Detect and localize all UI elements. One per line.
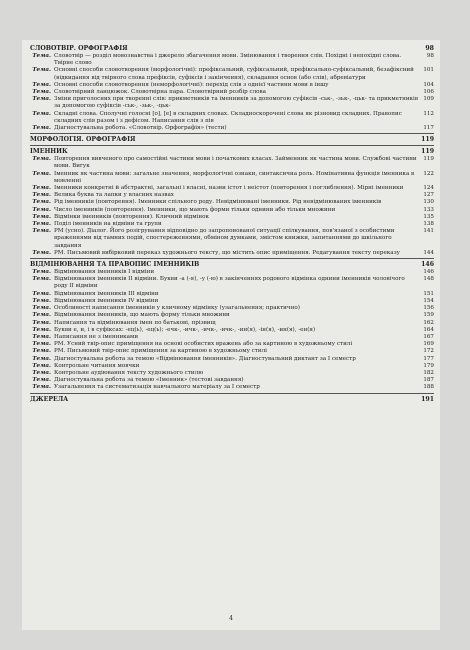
- toc-entry[interactable]: [30, 291, 434, 298]
- table-of-contents: [30, 44, 434, 404]
- entry-label: Тема.: [32, 110, 51, 117]
- entry-page: 112: [423, 110, 434, 117]
- entry-page: 144: [423, 249, 434, 256]
- entry-title: Діагностувальна робота. «Словотвір. Орфографія» (тести): [54, 125, 227, 132]
- entry-title: РМ. Письмовий вибірковий переказ художнього тексту, що містить опис приміщення. Редагування тексту переказу: [54, 249, 400, 256]
- entry-title: Поділ іменників на відміни та групи: [54, 221, 162, 228]
- entry-label: Тема.: [32, 221, 51, 228]
- entry-title: Контрольне аудіювання тексту художнього стилю: [54, 369, 204, 376]
- toc-entry[interactable]: [30, 377, 434, 384]
- section-divider: [30, 145, 434, 146]
- entry-label: Тема.: [32, 362, 51, 369]
- entry-label: Тема.: [32, 213, 51, 220]
- entry-label: Тема.: [32, 319, 51, 326]
- entry-label: Тема.: [32, 355, 51, 362]
- entry-label: Тема.: [32, 156, 51, 163]
- entry-label: Тема.: [32, 312, 51, 319]
- entry-title: Діагностувальна робота за темою «Іменник» (тестові завдання): [54, 377, 244, 384]
- entry-label: Тема.: [32, 377, 51, 384]
- entry-title: Складні слова. Сполучні голосні [о], [е] в складних словах. Складноскорочені слова як різновид складних. Правопис складних слів разом і з дефісом. Написання слів з пів: [54, 110, 402, 124]
- entry-label: Тема.: [32, 81, 51, 88]
- toc-entry[interactable]: [30, 276, 434, 290]
- toc-entry[interactable]: [30, 199, 434, 206]
- entry-page: 135: [423, 213, 434, 220]
- entry-label: Тема.: [32, 185, 51, 192]
- section-page: 119: [421, 148, 434, 156]
- entry-title: Словотвірний ланцюжок. Словотвірна пара. Словотвірний розбір слова: [54, 89, 266, 96]
- entry-page: 146: [423, 269, 434, 276]
- section-title: ВІДМІНЮВАННЯ ТА ПРАВОПИС ІМЕННИКІВ: [30, 261, 200, 269]
- entry-label: Тема.: [32, 290, 51, 297]
- entry-title: Основні способи словотворення (неморфологічні): перехід слів з однієї частини мови в іншу: [54, 81, 329, 88]
- entry-label: Тема.: [32, 228, 51, 235]
- entry-title: Написання та відмінювання імен по батькові, прізвищ: [54, 319, 216, 326]
- entry-label: Тема.: [32, 276, 51, 283]
- entry-label: Тема.: [32, 369, 51, 376]
- entry-label: Тема.: [32, 125, 51, 132]
- entry-page: 130: [423, 199, 434, 206]
- section-heading[interactable]: [30, 44, 434, 53]
- toc-entry[interactable]: [30, 125, 434, 132]
- entry-page: 179: [423, 362, 434, 369]
- entry-title: Іменники конкретні й абстрактні, загальні і власні, назви істот і неістот (повторення і поглиблення). Мірні іменники: [54, 185, 404, 192]
- entry-page: 122: [423, 170, 434, 177]
- entry-label: Тема.: [32, 333, 51, 340]
- entry-page: 117: [423, 125, 434, 132]
- entry-label: Тема.: [32, 384, 51, 391]
- entry-page: 124: [423, 185, 434, 192]
- entry-page: 98: [426, 53, 434, 59]
- entry-label: Тема.: [32, 341, 51, 348]
- entry-label: Тема.: [32, 326, 51, 333]
- entry-label: Тема.: [32, 199, 51, 206]
- entry-title: РМ. Усний твір-опис приміщення на основі особистих вражень або за картиною в художньому стилі: [54, 341, 353, 348]
- toc-entry[interactable]: [30, 341, 434, 348]
- entry-title: Велика буква та лапки у власних назвах: [54, 192, 174, 199]
- entry-label: Тема.: [32, 170, 51, 177]
- entry-page: 187: [423, 377, 434, 384]
- entry-title: Повторення вивченого про самостійні частини мови і початкових класах. Займенник як частина мови. Службові частини мови. Вигук: [54, 156, 417, 170]
- entry-label: Тема.: [32, 269, 51, 276]
- toc-entry[interactable]: [30, 250, 434, 257]
- entry-page: 133: [423, 206, 434, 213]
- entry-page: 159: [423, 312, 434, 319]
- entry-title: Відмінювання іменників II відміни. Букви -а (-я), -у (-ю) в закінченнях родового відмінка однини іменників чоловічого роду II відміни: [54, 276, 405, 290]
- entry-title: Контрольне читання мовчки: [54, 362, 140, 369]
- entry-title: Букви е, и, і в суфіксах: -ец(ь), -ец(ь); -ечк-, -ичк-, -ичк-, -ичк-, -ин(я), -ін(я), -ин(я), -ен(я): [54, 326, 316, 333]
- section-page: 119: [421, 136, 434, 144]
- entry-page: 138: [423, 221, 434, 228]
- entry-page: 148: [423, 276, 434, 283]
- entry-page: 188: [423, 384, 434, 391]
- entry-title: Діагностувальна робота за темою «Відмінювання іменників». Діагностувальний диктант за I семестр: [54, 355, 356, 362]
- section-page: 146: [421, 261, 434, 269]
- entry-title: Рід іменників (повторення). Іменники спільного роду. Невідмінювані іменники. Рід невідмінюваних іменників: [54, 199, 382, 206]
- entry-title: Число іменників (повторення). Іменники, що мають форми тільки однини або тільки множини: [54, 206, 336, 213]
- entry-page: 177: [423, 355, 434, 362]
- entry-title: Відмінки іменників (повторення). Кличний відмінок: [54, 213, 209, 220]
- section-divider: [30, 258, 434, 259]
- toc-entry[interactable]: [30, 207, 434, 214]
- section-divider: [30, 393, 434, 394]
- page-number: 4: [229, 615, 233, 622]
- entry-title: Відмінювання іменників I відміни: [54, 269, 155, 276]
- entry-title: РМ (усно). Діалог. Його розігрування відповідно до запропонованої ситуації спілкування, пов'язаної з особистими враженнями від тамних подій, спостереженнями, обміном думками, змістом книжки, запитаннями до шкільного завдання: [54, 228, 395, 249]
- entry-title: Іменник як частина мови: загальне значення, морфологічні ознаки, синтаксична роль. Номінативна функція іменника в мовленні: [54, 170, 415, 184]
- toc-entry[interactable]: [30, 156, 434, 170]
- toc-entry[interactable]: [30, 171, 434, 185]
- toc-entry[interactable]: [30, 67, 434, 81]
- toc-entry[interactable]: [30, 82, 434, 89]
- entry-title: Узагальнення та систематизація навчального матеріалу за I семестр: [54, 384, 260, 391]
- section-heading[interactable]: [30, 147, 434, 156]
- toc-entry[interactable]: [30, 363, 434, 370]
- entry-page: 169: [423, 341, 434, 348]
- toc-entry[interactable]: [30, 298, 434, 305]
- entry-page: 109: [423, 96, 434, 103]
- section-title: ДЖЕРЕЛА: [30, 395, 69, 403]
- entry-title: Відмінювання іменників III відміни: [54, 290, 159, 297]
- section-divider: [30, 133, 434, 134]
- toc-entry[interactable]: [30, 348, 434, 355]
- entry-label: Тема.: [32, 305, 51, 312]
- section-title: МОРФОЛОГІЯ. ОРФОГРАФІЯ: [30, 136, 136, 144]
- entry-label: Тема.: [32, 297, 51, 304]
- section-heading[interactable]: [30, 135, 434, 144]
- toc-entry[interactable]: [30, 384, 434, 391]
- section-title: СЛОВОТВІР. ОРФОГРАФІЯ: [30, 45, 128, 52]
- entry-page: 172: [423, 348, 434, 355]
- entry-page: 141: [423, 228, 434, 235]
- toc-entry[interactable]: [30, 53, 434, 67]
- section-title: ІМЕННИК: [30, 148, 68, 156]
- entry-label: Тема.: [32, 96, 51, 103]
- section-page: 191: [421, 395, 434, 403]
- entry-title: Відмінювання іменників IV відміни: [54, 297, 159, 304]
- entry-page: 167: [423, 333, 434, 340]
- toc-entry[interactable]: [30, 327, 434, 334]
- entry-page: 104: [423, 81, 434, 88]
- toc-entry[interactable]: [30, 320, 434, 327]
- toc-entry[interactable]: [30, 111, 434, 125]
- toc-entry[interactable]: [30, 356, 434, 363]
- entry-title: Зміни приголосних при творенні слів: прикметників та іменників за допомогою суфіксів -ськ-, -зьк-, -цьк- та прикметників за допомогою суфіксів -ськ-, -зьк-, -цьк-: [54, 96, 418, 110]
- entry-label: Тема.: [32, 89, 51, 96]
- entry-label: Тема.: [32, 53, 51, 59]
- entry-page: 119: [423, 156, 434, 163]
- entry-page: 101: [423, 67, 434, 74]
- entry-page: 106: [423, 89, 434, 96]
- book-page: [22, 40, 440, 630]
- entry-label: Тема.: [32, 67, 51, 74]
- section-page: 98: [425, 45, 434, 52]
- entry-label: Тема.: [32, 192, 51, 199]
- section-heading[interactable]: [30, 395, 434, 404]
- entry-page: 164: [423, 326, 434, 333]
- entry-page: 182: [423, 369, 434, 376]
- toc-entry[interactable]: [30, 312, 434, 319]
- entry-page: 127: [423, 192, 434, 199]
- entry-title: Написання не з іменниками: [54, 333, 139, 340]
- entry-page: 162: [423, 319, 434, 326]
- toc-entry[interactable]: [30, 214, 434, 221]
- toc-entry[interactable]: [30, 96, 434, 110]
- section-heading[interactable]: [30, 260, 434, 269]
- entry-page: 154: [423, 297, 434, 304]
- entry-label: Тема.: [32, 249, 51, 256]
- entry-page: 151: [423, 290, 434, 297]
- entry-title: Словотвір — розділ мовознавства і джерело збагачення мови. Змінювання і творення слів. Похідні і непохідні слова. Твірне слово: [54, 53, 402, 67]
- entry-title: РМ. Письмовий твір-опис приміщення за картиною в художньому стилі: [54, 348, 267, 355]
- entry-title: Відмінювання іменників, що мають форму тільки множини: [54, 312, 230, 319]
- entry-title: Особливості написання іменників у кличному відмінку (узагальнення; практично): [54, 305, 300, 312]
- toc-entry[interactable]: [30, 228, 434, 250]
- entry-label: Тема.: [32, 206, 51, 213]
- entry-page: 156: [423, 305, 434, 312]
- entry-title: Основні способи словотворення (морфологічні): префіксальний, суфіксальний, префіксально-суфіксальний, безафіксний (відкидання від твірного слова префіксів, суфіксів і закінчення), складання основ (або слів), абревіатури: [54, 67, 414, 81]
- entry-label: Тема.: [32, 348, 51, 355]
